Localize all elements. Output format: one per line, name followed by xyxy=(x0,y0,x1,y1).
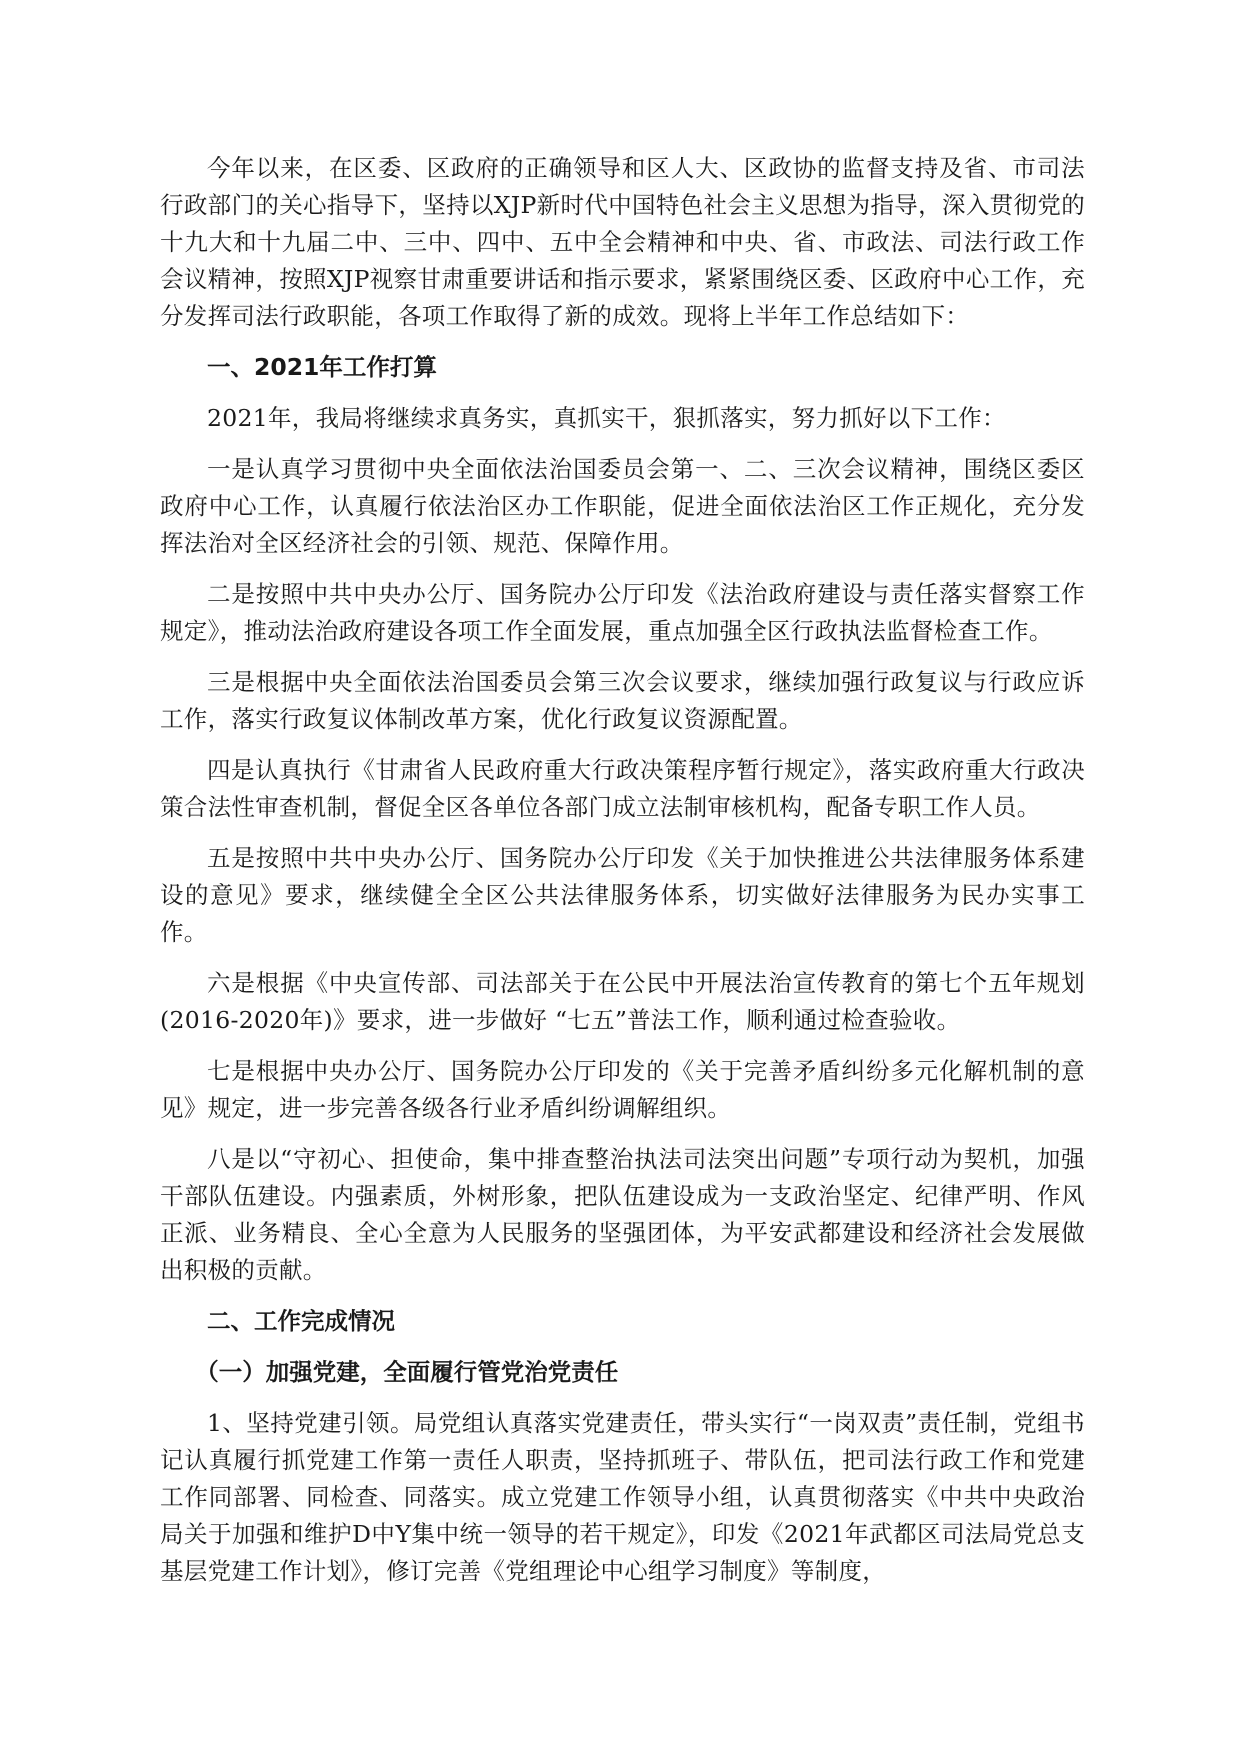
plan-item-7: 七是根据中央办公厅、国务院办公厅印发的《关于完善矛盾纠纷多元化解机制的意见》规定，进一步完善各级各行业矛盾纠纷调解组织。 xyxy=(160,1057,1085,1122)
party-building-paragraph: 1、坚持党建引领。局党组认真落实党建责任，带头实行“一岗双责”责任制，党组书记认真履行抓党建工作第一责任人职责，坚持抓班子、带队伍，把司法行政工作和党建工作同部署、同检查、同落实。成立党建工作领导小组，认真贯彻落实《中共中央政治局关于加强和维护D中Y集中统一领导的若干规定》，印发《2021年武都区司法局党总支基层党建工作计划》，修订完善《党组理论中心组学习制度》等制度， xyxy=(160,1409,1085,1585)
document-body xyxy=(160,150,1085,1604)
plan-item-4: 四是认真执行《甘肃省人民政府重大行政决策程序暂行规定》，落实政府重大行政决策合法性审查机制，督促全区各单位各部门成立法制审核机构，配备专职工作人员。 xyxy=(160,756,1085,821)
plan-item-1: 一是认真学习贯彻中央全面依法治国委员会第一、二、三次会议精神，围绕区委区政府中心工作，认真履行依法治区办工作职能，促进全面依法治区工作正规化，充分发挥法治对全区经济社会的引领、规范、保障作用。 xyxy=(160,455,1085,557)
plan-item-2: 二是按照中共中央办公厅、国务院办公厅印发《法治政府建设与责任落实督察工作规定》，推动法治政府建设各项工作全面发展，重点加强全区行政执法监督检查工作。 xyxy=(160,580,1085,645)
plan-item-3: 三是根据中央全面依法治国委员会第三次会议要求，继续加强行政复议与行政应诉工作，落实行政复议体制改革方案，优化行政复议资源配置。 xyxy=(160,668,1085,733)
section-heading-plan: 一、2021年工作打算 xyxy=(207,353,437,381)
intro-paragraph: 今年以来，在区委、区政府的正确领导和区人大、区政协的监督支持及省、市司法行政部门的关心指导下，坚持以XJP新时代中国特色社会主义思想为指导，深入贯彻党的十九大和十九届二中、三中、四中、五中全会精神和中央、省、市政法、司法行政工作会议精神，按照XJP视察甘肃重要讲话和指示要求，紧紧围绕区委、区政府中心工作，充分发挥司法行政职能，各项工作取得了新的成效。现将上半年工作总结如下： xyxy=(160,154,1085,330)
plan-item-6: 六是根据《中央宣传部、司法部关于在公民中开展法治宣传教育的第七个五年规划(2016-2020年)》要求，进一步做好 “七五”普法工作，顺利通过检查验收。 xyxy=(160,969,1085,1034)
subsection-heading-party-building: （一）加强党建，全面履行管党治党责任 xyxy=(195,1358,619,1386)
plan-intro-paragraph: 2021年，我局将继续求真务实，真抓实干，狠抓落实，努力抓好以下工作： xyxy=(207,404,1006,432)
plan-item-5: 五是按照中共中央办公厅、国务院办公厅印发《关于加快推进公共法律服务体系建设的意见》要求，继续健全全区公共法律服务体系，切实做好法律服务为民办实事工作。 xyxy=(160,844,1085,946)
plan-item-8: 八是以“守初心、担使命，集中排查整治执法司法突出问题”专项行动为契机，加强干部队伍建设。内强素质，外树形象，把队伍建设成为一支政治坚定、纪律严明、作风正派、业务精良、全心全意为人民服务的坚强团体，为平安武都建设和经济社会发展做出积极的贡献。 xyxy=(160,1145,1085,1284)
section-heading-completion: 二、工作完成情况 xyxy=(207,1307,395,1335)
